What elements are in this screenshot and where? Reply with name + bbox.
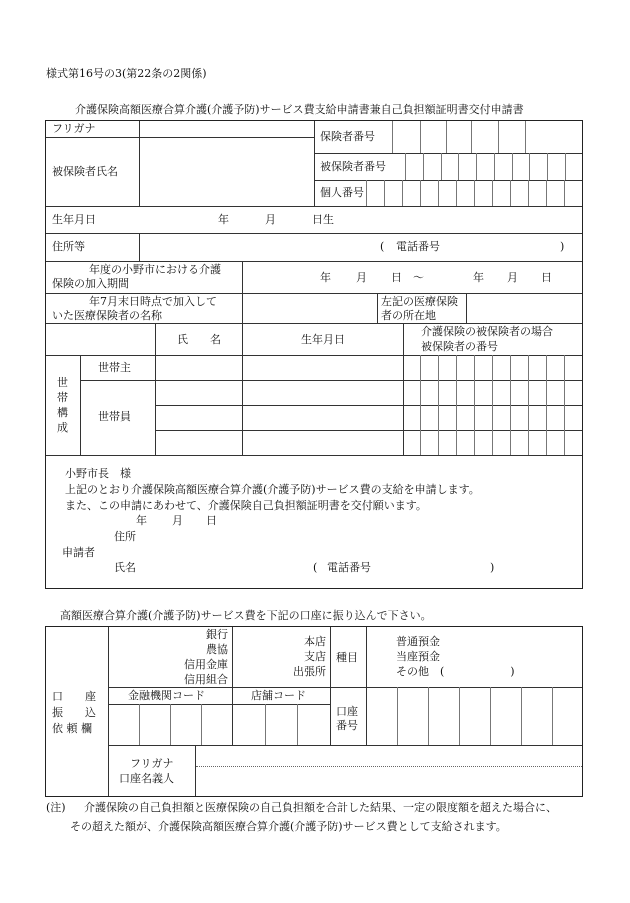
applicant-name-input[interactable] bbox=[140, 559, 308, 575]
household-member-2-name-input[interactable] bbox=[156, 406, 242, 430]
insurer-location-label-1: 左記の医療保険 bbox=[381, 295, 458, 308]
insured-name-input[interactable] bbox=[140, 138, 314, 206]
address-input[interactable] bbox=[140, 234, 370, 261]
account-number-label-1: 口座 bbox=[336, 705, 358, 718]
household-side-char-2: 帯 bbox=[57, 391, 68, 404]
phone-label: 電話番号 bbox=[396, 240, 440, 253]
form-title: 介護保険高額医療合算介護(介護予防)サービス費支給申請書兼自己負担額証明書交付申請書 bbox=[75, 103, 524, 116]
account-number-input[interactable] bbox=[367, 688, 582, 745]
personal-number-label: 個人番号 bbox=[320, 186, 364, 199]
decl-year-unit: 年 bbox=[136, 514, 147, 527]
account-holder-label: 口座名義人 bbox=[119, 772, 174, 785]
household-side-char-4: 成 bbox=[57, 421, 68, 434]
insured-number-input[interactable] bbox=[406, 154, 582, 180]
applicant-address-label: 住所 bbox=[114, 530, 136, 543]
institution-type-credit-union: 信用組合 bbox=[184, 673, 228, 686]
declaration-line-2: また、この申請にあわせて、介護保険自己負担額証明書を交付願います。 bbox=[65, 499, 427, 512]
birth-day-unit: 日生 bbox=[312, 213, 334, 226]
enrollment-period-label-2: 保険の加入期間 bbox=[52, 277, 129, 290]
household-side-char-3: 構 bbox=[57, 406, 68, 419]
insurer-number-label: 保険者番号 bbox=[320, 130, 375, 143]
institution-type-agri: 農協 bbox=[206, 643, 228, 656]
insurer-location-label-2: 者の所在地 bbox=[381, 309, 436, 322]
note-line-2: その超えた額が、介護保険高額医療合算介護(介護予防)サービス費として支給されます。 bbox=[70, 820, 507, 833]
birth-year-unit: 年 bbox=[218, 213, 229, 226]
note-line-1: 介護保険の自己負担額と医療保険の自己負担額を合計した結果、一定の限度額を超えた場合に、 bbox=[84, 801, 557, 814]
from-day-unit: 日 bbox=[391, 271, 402, 284]
institution-type-bank: 銀行 bbox=[206, 628, 228, 641]
household-head-name-input[interactable] bbox=[156, 356, 242, 380]
from-year-unit: 年 bbox=[320, 271, 331, 284]
applicant-phone-label: 電話番号 bbox=[327, 561, 371, 574]
form-number: 様式第16号の3(第22条の2関係) bbox=[46, 67, 207, 80]
household-member-3-name-input[interactable] bbox=[156, 431, 242, 455]
from-month-unit: 月 bbox=[356, 271, 367, 284]
institution-code-input[interactable] bbox=[110, 705, 232, 745]
phone-close: ) bbox=[560, 240, 565, 253]
furigana-label: フリガナ bbox=[52, 122, 96, 135]
account-type-ordinary: 普通預金 bbox=[396, 635, 440, 648]
phone-open: ( bbox=[380, 240, 385, 253]
holder-furigana-input[interactable] bbox=[196, 746, 582, 766]
account-type-current: 当座預金 bbox=[396, 650, 440, 663]
birth-month-unit: 月 bbox=[265, 213, 276, 226]
bank-side-label-1: 口 座 bbox=[52, 690, 96, 703]
household-member-label: 世帯員 bbox=[98, 410, 131, 423]
birth-date-label: 生年月日 bbox=[52, 213, 96, 226]
applicant-address-input[interactable] bbox=[140, 528, 570, 544]
decl-day-unit: 日 bbox=[206, 514, 217, 527]
note-label: (注) bbox=[46, 801, 66, 814]
bank-side-label-2: 振 込 bbox=[52, 706, 96, 719]
household-member-1-name-input[interactable] bbox=[156, 381, 242, 405]
household-name-header: 氏 名 bbox=[177, 333, 221, 346]
branch-type-main: 本店 bbox=[304, 635, 326, 648]
declaration-line-1: 上記のとおり介護保険高額医療合算介護(介護予防)サービス費の支給を申請します。 bbox=[65, 483, 480, 496]
period-tilde: ～ bbox=[413, 271, 424, 284]
branch-type-sub: 出張所 bbox=[293, 665, 326, 678]
account-number-label-2: 番号 bbox=[336, 719, 358, 732]
address-label: 住所等 bbox=[52, 240, 85, 253]
household-number-header-1: 介護保険の被保険者の場合 bbox=[421, 325, 553, 338]
furigana-input[interactable] bbox=[140, 122, 314, 137]
applicant-label: 申請者 bbox=[62, 546, 95, 559]
applicant-phone-close: ) bbox=[490, 561, 495, 574]
institution-code-label: 金融機関コード bbox=[128, 689, 205, 702]
insurer-number-input[interactable] bbox=[393, 122, 582, 153]
branch-code-input[interactable] bbox=[233, 705, 330, 745]
addressee: 小野市長 様 bbox=[65, 467, 131, 480]
account-type-other: その他 ( ) bbox=[396, 665, 515, 678]
decl-month-unit: 月 bbox=[172, 514, 183, 527]
to-year-unit: 年 bbox=[473, 271, 484, 284]
holder-furigana-label: フリガナ bbox=[130, 757, 174, 770]
household-side-char-1: 世 bbox=[57, 376, 68, 389]
household-birth-header: 生年月日 bbox=[301, 333, 345, 346]
enrollment-period-label-1: 年度の小野市における介護 bbox=[89, 263, 221, 276]
household-head-label: 世帯主 bbox=[98, 361, 131, 374]
bank-intro: 高額医療合算介護(介護予防)サービス費を下記の口座に振り込んで下さい。 bbox=[60, 609, 432, 622]
institution-type-shinkin: 信用金庫 bbox=[184, 658, 228, 671]
medical-insurer-label-2: いた医療保険者の名称 bbox=[52, 309, 162, 322]
applicant-phone-open: ( bbox=[313, 561, 318, 574]
medical-insurer-name-input[interactable] bbox=[243, 294, 377, 323]
personal-number-input[interactable] bbox=[367, 181, 582, 206]
account-category-label: 種目 bbox=[336, 651, 358, 664]
household-number-header-2: 被保険者の番号 bbox=[421, 340, 498, 353]
branch-type-branch: 支店 bbox=[304, 650, 326, 663]
account-holder-input[interactable] bbox=[196, 767, 582, 796]
medical-insurer-label-1: 年7月末日時点で加入して bbox=[89, 295, 217, 308]
applicant-name-label: 氏名 bbox=[114, 561, 136, 574]
insured-name-label: 被保険者氏名 bbox=[52, 165, 118, 178]
to-month-unit: 月 bbox=[507, 271, 518, 284]
insured-number-label: 被保険者番号 bbox=[320, 160, 386, 173]
branch-code-label: 店舗コード bbox=[251, 689, 306, 702]
medical-insurer-location-input[interactable] bbox=[467, 294, 582, 323]
to-day-unit: 日 bbox=[541, 271, 552, 284]
bank-side-label-3: 依 頼 欄 bbox=[52, 722, 92, 735]
